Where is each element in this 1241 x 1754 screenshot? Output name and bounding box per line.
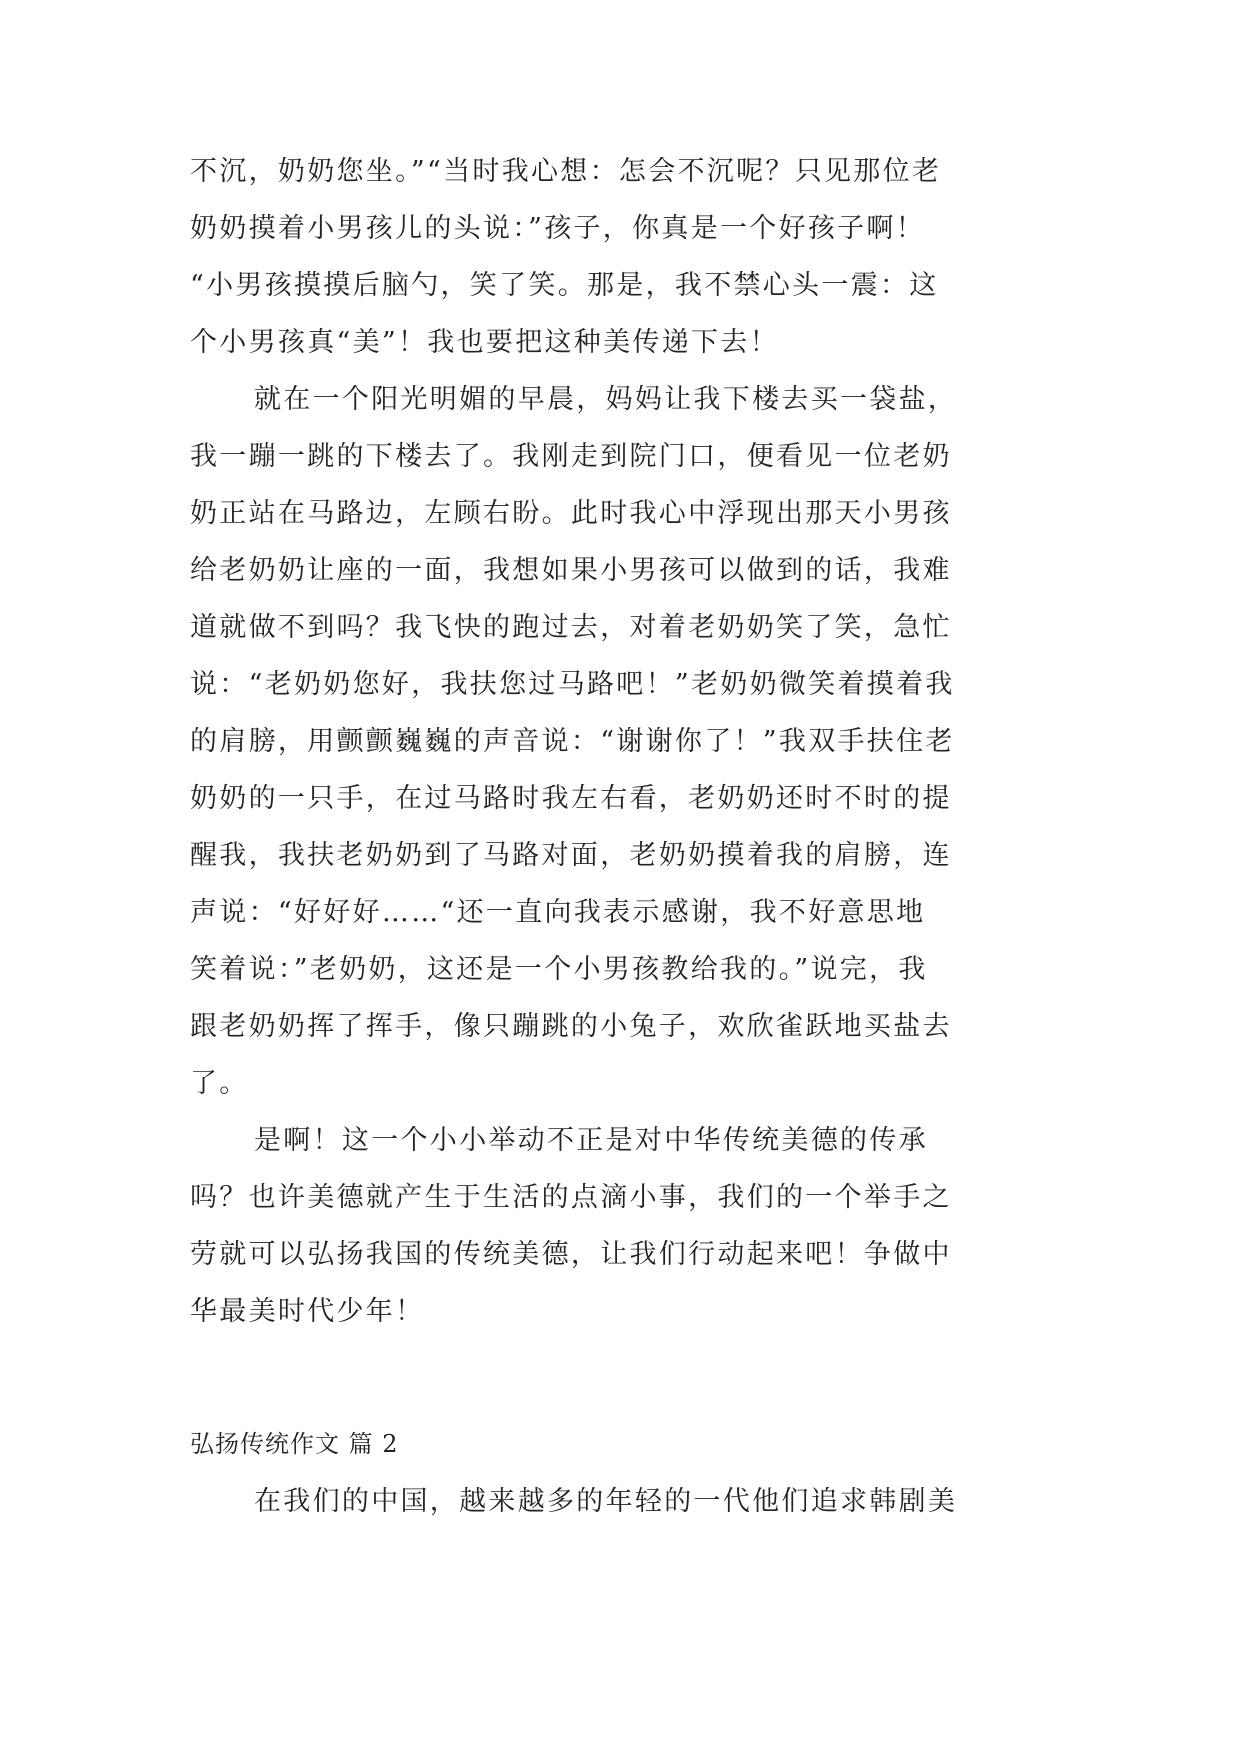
text-line: “小男孩摸摸后脑勺，笑了笑。那是，我不禁心头一震：这 [190, 270, 939, 301]
text-line: 跟老奶奶挥了挥手，像只蹦跳的小兔子，欢欣雀跃地买盐去 [190, 1011, 952, 1042]
text-line: 奶奶的一只手，在过马路时我左右看，老奶奶还时不时的提 [190, 783, 952, 814]
text-line: 了。 [190, 1068, 249, 1099]
paragraph-first-line: 是啊！这一个小小举动不正是对中华传统美德的传承 [254, 1125, 928, 1156]
text-line: 给老奶奶让座的一面，我想如果小男孩可以做到的话，我难 [190, 555, 952, 586]
section-heading: 弘扬传统作文 篇 2 [190, 1430, 399, 1458]
text-line: 说：“老奶奶您好，我扶您过马路吧！”老奶奶微笑着摸着我 [190, 669, 955, 700]
text-line: 声说：“好好好……“还一直向我表示感谢，我不好意思地 [190, 897, 926, 928]
text-line: 奶正站在马路边，左顾右盼。此时我心中浮现出那天小男孩 [190, 498, 952, 529]
paragraph-first-line: 在我们的中国，越来越多的年轻的一代他们追求韩剧美 [254, 1486, 958, 1517]
text-line: 道就做不到吗？我飞快的跑过去，对着老奶奶笑了笑，急忙 [190, 612, 952, 643]
text-line: 吗？也许美德就产生于生活的点滴小事，我们的一个举手之 [190, 1182, 952, 1213]
text-line: 我一蹦一跳的下楼去了。我刚走到院门口，便看见一位老奶 [190, 441, 952, 472]
text-line: 华最美时代少年！ [190, 1296, 425, 1327]
text-line: 醒我，我扶老奶奶到了马路对面，老奶奶摸着我的肩膀，连 [190, 840, 952, 871]
text-line: 奶奶摸着小男孩儿的头说：”孩子，你真是一个好孩子啊！ [190, 213, 926, 244]
text-line: 个小男孩真“美”！我也要把这种美传递下去！ [190, 327, 779, 358]
text-line: 劳就可以弘扬我国的传统美德，让我们行动起来吧！争做中 [190, 1239, 952, 1270]
text-line: 笑着说：”老奶奶，这还是一个小男孩教给我的。”说完，我 [190, 954, 928, 985]
text-line: 的肩膀，用颤颤巍巍的声音说：“谢谢你了！”我双手扶住老 [190, 726, 955, 757]
paragraph-first-line: 就在一个阳光明媚的早晨，妈妈让我下楼去买一袋盐， [254, 384, 958, 415]
text-line: 不沉，奶奶您坐。”“当时我心想：怎会不沉呢？只见那位老 [190, 156, 942, 187]
